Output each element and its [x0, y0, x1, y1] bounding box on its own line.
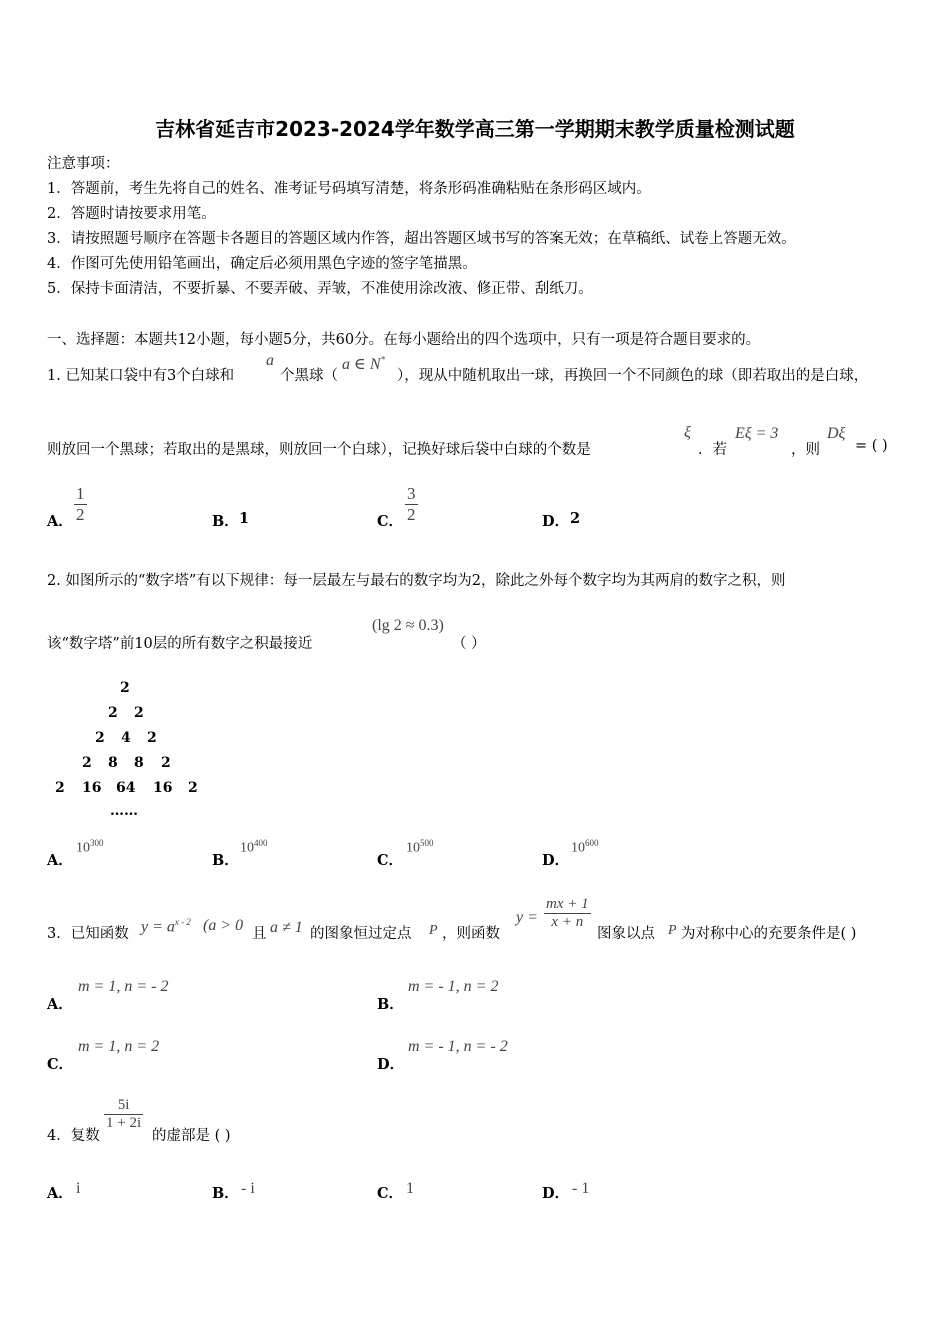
- q3-y-eq: y =: [516, 909, 538, 926]
- q2-line1: 2. 如图所示的“数字塔”有以下规律：每一层最左与最右的数字均为2，除此之外每个数字均为其两肩的数字之积，则: [47, 573, 786, 589]
- notice-item: 4．作图可先使用铅笔画出，确定后必须用黑色字迹的签字笔描黑。: [47, 256, 477, 272]
- q2-option-c-value: $10^{500}$: [406, 838, 434, 856]
- q1-condition: a ∈ N*: [342, 354, 386, 373]
- q1-option-a-value: $\frac{1}{2}$: [76, 484, 85, 524]
- q3-option-d-label[interactable]: D．: [377, 1056, 405, 1073]
- q2-option-c-label[interactable]: C．: [377, 852, 404, 869]
- q3-option-b-label[interactable]: B．: [377, 996, 404, 1013]
- q3-option-b-value: m = - 1, n = 2: [408, 978, 499, 995]
- tower-number: 16: [153, 780, 173, 796]
- q1-line1-c: ），现从中随机取出一球，再换回一个不同颜色的球（即若取出的是白球，: [397, 368, 869, 384]
- tower-number: 2: [188, 780, 198, 796]
- q1-option-b-label[interactable]: B．: [212, 513, 239, 530]
- notice-item: 5．保持卡面清洁，不要折暴、不要弄破、弄皱，不准使用涂改液、修正带、刮纸刀。: [47, 281, 593, 297]
- tower-number: 2: [55, 780, 65, 796]
- q1-option-a-label[interactable]: A．: [47, 513, 73, 530]
- q3-mid2: ，则函数: [442, 926, 500, 942]
- q1-line1-a: 1. 已知某口袋中有3个白球和: [47, 368, 235, 384]
- notice-item: 2．答题时请按要求用笔。: [47, 206, 216, 222]
- q4-option-d-value: - 1: [572, 1180, 590, 1197]
- q4-option-c-value: 1: [406, 1180, 414, 1197]
- q1-expectation: Eξ = 3: [735, 425, 779, 442]
- q3-condition-2: a ≠ 1: [270, 919, 303, 936]
- q4-option-a-value: i: [76, 1180, 81, 1197]
- q3-option-c-label[interactable]: C．: [47, 1056, 74, 1073]
- q3-option-c-value: m = 1, n = 2: [78, 1038, 160, 1055]
- notice-item: 1．答题前，考生先将自己的姓名、准考证号码填写清楚，将条形码准确粘贴在条形码区域内。: [47, 181, 651, 197]
- tower-number: 64: [116, 780, 136, 796]
- q3-option-a-value: m = 1, n = - 2: [78, 978, 169, 995]
- tower-number: 4: [121, 730, 131, 746]
- tower-number: 8: [108, 755, 118, 771]
- tower-number: 2: [108, 705, 118, 721]
- q1-option-d-value: 2: [570, 510, 581, 527]
- notice-item: 3．请按照题号顺序在答题卡各题目的答题区域内作答，超出答题区域书写的答案无效；在草稿纸、试卷上答题无效。: [47, 231, 796, 247]
- q1-option-c-label[interactable]: C．: [377, 513, 404, 530]
- q1-variance: Dξ: [827, 425, 846, 442]
- q1-option-c-value: $\frac{3}{2}$: [407, 484, 416, 524]
- q1-line2-c: ，则: [791, 442, 820, 458]
- tower-number: 2: [82, 755, 92, 771]
- tower-number: 2: [95, 730, 105, 746]
- q2-hint: (lg 2 ≈ 0.3): [372, 617, 444, 634]
- q3-fraction: $\frac{mx + 1}{x + n}$: [546, 896, 589, 931]
- page-title: 吉林省延吉市2023-2024学年数学高三第一学期期末教学质量检测试题: [155, 117, 795, 141]
- q4-post: 的虚部是 ( ): [152, 1128, 231, 1144]
- q4-fraction: $\frac{5i}{1 + 2i}$: [106, 1097, 142, 1132]
- q1-line1-b: 个黑球（: [280, 368, 338, 384]
- tower-number: 2: [147, 730, 157, 746]
- tower-number: 2: [120, 680, 130, 696]
- q3-option-d-value: m = - 1, n = - 2: [408, 1038, 508, 1055]
- q3-and: 且: [252, 926, 267, 942]
- q3-point-2: P: [668, 923, 677, 938]
- q2-option-b-value: $10^{400}$: [240, 838, 268, 856]
- tower-number: 2: [134, 705, 144, 721]
- q3-condition-1: (a > 0: [203, 917, 244, 934]
- q3-mid: 的图象恒过定点: [310, 926, 412, 942]
- tower-ellipsis: ……: [110, 803, 138, 819]
- q1-line2-d: = ( ): [855, 438, 888, 454]
- q4-option-b-label[interactable]: B．: [212, 1185, 239, 1202]
- q1-line2-a: 则放回一个黑球；若取出的是黑球，则放回一个白球），记换好球后袋中白球的个数是: [47, 442, 591, 458]
- q1-option-b-value: 1: [239, 510, 250, 527]
- q2-option-a-value: $10^{300}$: [76, 838, 104, 856]
- q2-option-d-value: $10^{600}$: [571, 838, 599, 856]
- q3-post2: 为对称中心的充要条件是( ): [681, 926, 857, 942]
- tower-number: 16: [82, 780, 102, 796]
- q4-option-b-value: - i: [241, 1180, 255, 1197]
- q2-paren: （ ）: [452, 636, 486, 652]
- q1-xi: ξ: [684, 424, 691, 441]
- q4-pre: 4．复数: [47, 1128, 100, 1144]
- q3-post1: 图象以点: [597, 926, 655, 942]
- q1-var-a: a: [266, 352, 274, 369]
- q3-function: $y = a^{x - 2}$: [141, 917, 191, 936]
- section-heading: 一、选择题：本题共12小题，每小题5分，共60分。在每小题给出的四个选项中，只有一项是符合题目要求的。: [47, 332, 761, 348]
- q2-line2: 该“数字塔”前10层的所有数字之积最接近: [47, 636, 313, 652]
- q4-option-c-label[interactable]: C．: [377, 1185, 404, 1202]
- q3-point: P: [429, 923, 438, 938]
- tower-number: 8: [134, 755, 144, 771]
- q4-option-d-label[interactable]: D．: [542, 1185, 570, 1202]
- tower-number: 2: [161, 755, 171, 771]
- q4-option-a-label[interactable]: A．: [47, 1185, 73, 1202]
- q2-option-d-label[interactable]: D．: [542, 852, 570, 869]
- q1-line2-b: ．若: [698, 442, 727, 458]
- q3-pre: 3．已知函数: [47, 926, 129, 942]
- q3-option-a-label[interactable]: A．: [47, 996, 73, 1013]
- q2-option-b-label[interactable]: B．: [212, 852, 239, 869]
- q2-option-a-label[interactable]: A．: [47, 852, 73, 869]
- notice-heading: 注意事项：: [47, 156, 120, 172]
- q1-option-d-label[interactable]: D．: [542, 513, 570, 530]
